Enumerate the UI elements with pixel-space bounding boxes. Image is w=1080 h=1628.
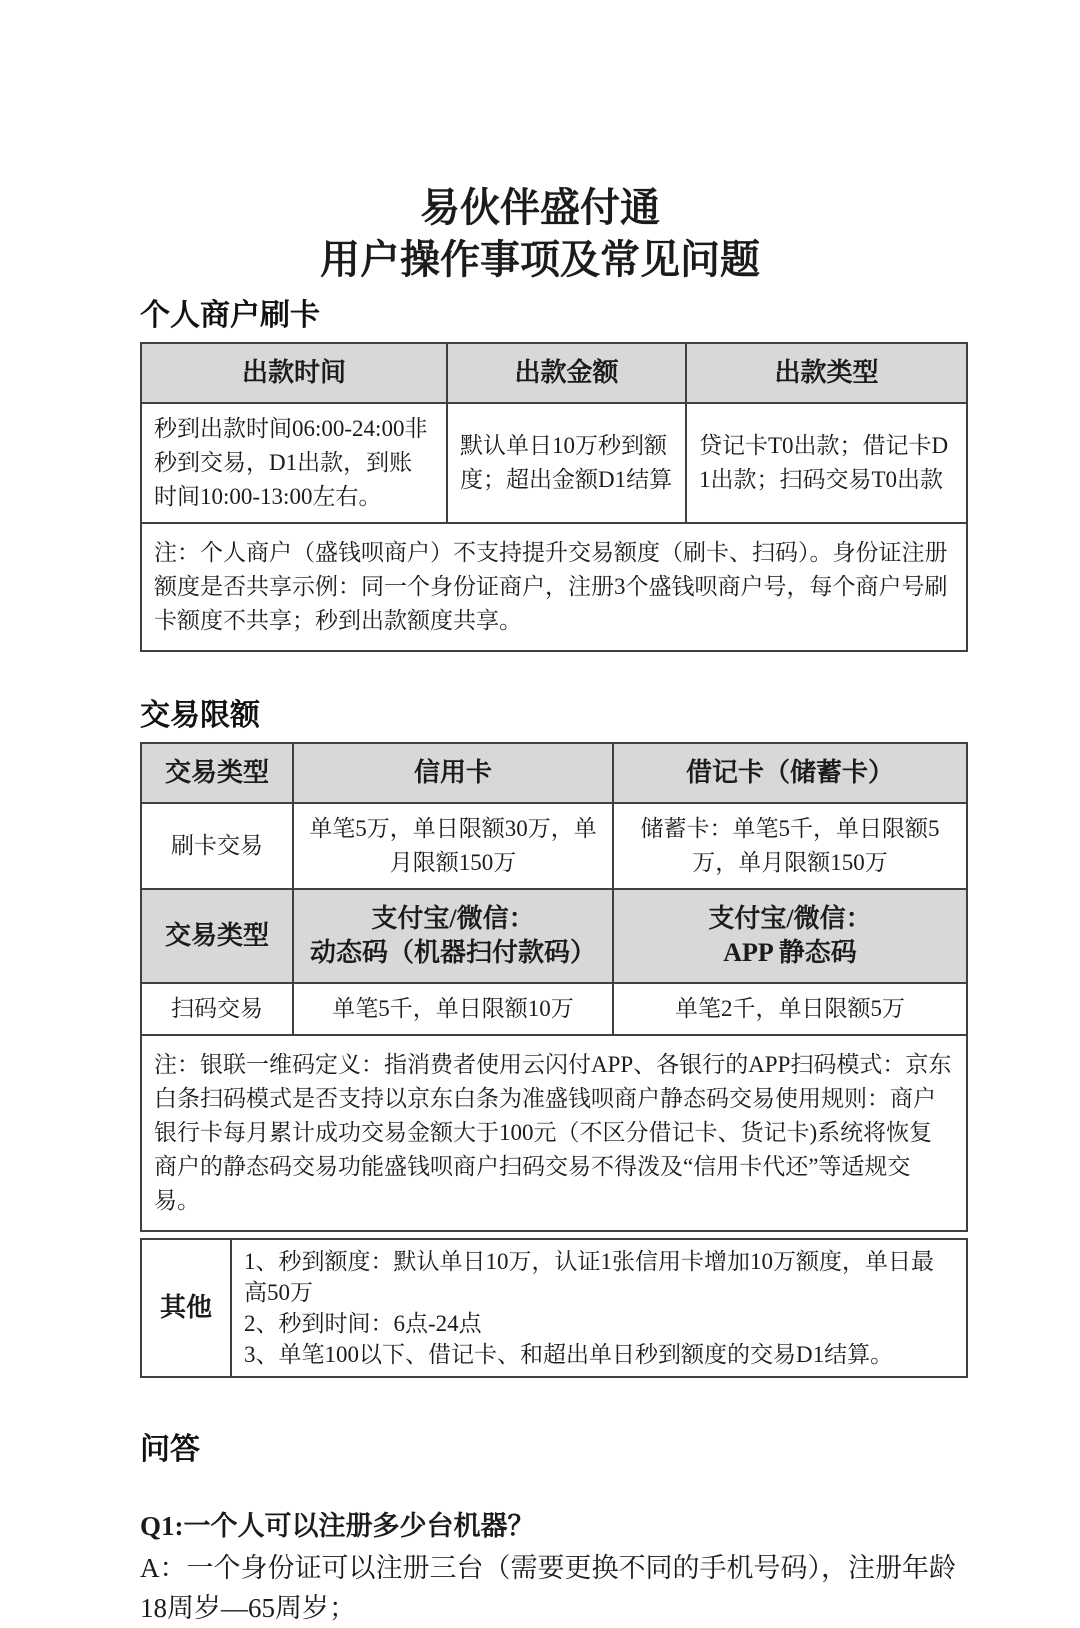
limits-header-static-code-line1: 支付宝/微信： — [708, 904, 872, 933]
section-heading-personal-merchant-swipe: 个人商户刷卡 — [140, 299, 320, 332]
qa-question-1: Q1:一个人可以注册多少台机器？ — [140, 1511, 535, 1541]
page-title-line1: 易伙伴盛付通 — [420, 185, 660, 230]
other-table — [140, 1238, 968, 1378]
qa-answer-1: A：一个身份证可以注册三台（需要更换不同的手机号码），注册年龄18周岁—65周岁； — [140, 1553, 956, 1623]
section-heading-qa: 问答 — [140, 1433, 200, 1466]
limits-swipe-row — [141, 803, 967, 889]
payout-table — [140, 342, 968, 652]
payout-table-header-row — [141, 343, 967, 403]
limits-note: 注：银联一维码定义：指消费者使用云闪付APP、各银行的APP扫码模式：京东白条扫码模式是否支持以京东白条为准盛钱呗商户静态码交易使用规则：商户银行卡每月累计成功交易金额大于100元（不区分借记卡、货记卡)系统将恢复商户的静态码交易功能盛钱呗商户扫码交易不得泼及“信用卡代还”等适规交易。 — [141, 1035, 967, 1231]
other-row — [141, 1239, 967, 1377]
payout-note: 注：个人商户（盛钱呗商户）不支持提升交易额度（刷卡、扫码）。身份证注册额度是否共享示例：同一个身份证商户，注册3个盛钱呗商户号，每个商户号刷卡额度不共享；秒到出款额度共享。 — [141, 523, 967, 651]
section-heading-transaction-limits: 交易限额 — [140, 699, 260, 732]
limits-scan-label: 扫码交易 — [141, 983, 293, 1035]
limits-header-static-code — [613, 889, 967, 983]
limits-swipe-debit-value: 储蓄卡：单笔5千，单日限额5万，单月限额150万 — [613, 803, 967, 889]
other-label: 其他 — [141, 1239, 231, 1377]
payout-cell-amount: 默认单日10万秒到额度；超出金额D1结算 — [447, 403, 686, 523]
limits-swipe-label: 刷卡交易 — [141, 803, 293, 889]
limits-header-static-code-line2: APP 静态码 — [723, 938, 857, 967]
payout-table-note-row — [141, 523, 967, 651]
limits-header-row-1 — [141, 743, 967, 803]
limits-header-row-2 — [141, 889, 967, 983]
other-line-1: 1、秒到额度：默认单日10万，认证1张信用卡增加10万额度，单日最高50万 — [244, 1249, 934, 1305]
limits-header-credit-card: 信用卡 — [293, 743, 613, 803]
payout-header-time: 出款时间 — [141, 343, 447, 403]
payout-table-body-row — [141, 403, 967, 523]
limits-header-dynamic-code-line1: 支付宝/微信： — [371, 904, 535, 933]
payout-header-amount: 出款金额 — [447, 343, 686, 403]
payout-cell-type: 贷记卡T0出款；借记卡D1出款；扫码交易T0出款 — [686, 403, 967, 523]
limits-scan-static-value: 单笔2千，单日限额5万 — [613, 983, 967, 1035]
payout-header-type: 出款类型 — [686, 343, 967, 403]
page-title-line2: 用户操作事项及常见问题 — [320, 237, 760, 282]
limits-header-txn-type-2: 交易类型 — [141, 889, 293, 983]
limits-header-dynamic-code — [293, 889, 613, 983]
other-content — [231, 1239, 967, 1377]
limits-scan-dynamic-value: 单笔5千，单日限额10万 — [293, 983, 613, 1035]
payout-cell-time: 秒到出款时间06:00-24:00非秒到交易，D1出款，到账时间10:00-13:00左右。 — [141, 403, 447, 523]
other-line-3: 3、单笔100以下、借记卡、和超出单日秒到额度的交易D1结算。 — [244, 1342, 894, 1367]
limits-scan-row — [141, 983, 967, 1035]
limits-swipe-credit-value: 单笔5万，单日限额30万，单月限额150万 — [293, 803, 613, 889]
limits-table — [140, 742, 968, 1232]
limits-header-dynamic-code-line2: 动态码（机器扫付款码） — [309, 938, 596, 967]
limits-note-row — [141, 1035, 967, 1231]
limits-header-txn-type-1: 交易类型 — [141, 743, 293, 803]
page-title — [0, 0, 1080, 286]
other-line-2: 2、秒到时间：6点-24点 — [244, 1311, 482, 1336]
limits-header-debit-card: 借记卡（储蓄卡） — [613, 743, 967, 803]
